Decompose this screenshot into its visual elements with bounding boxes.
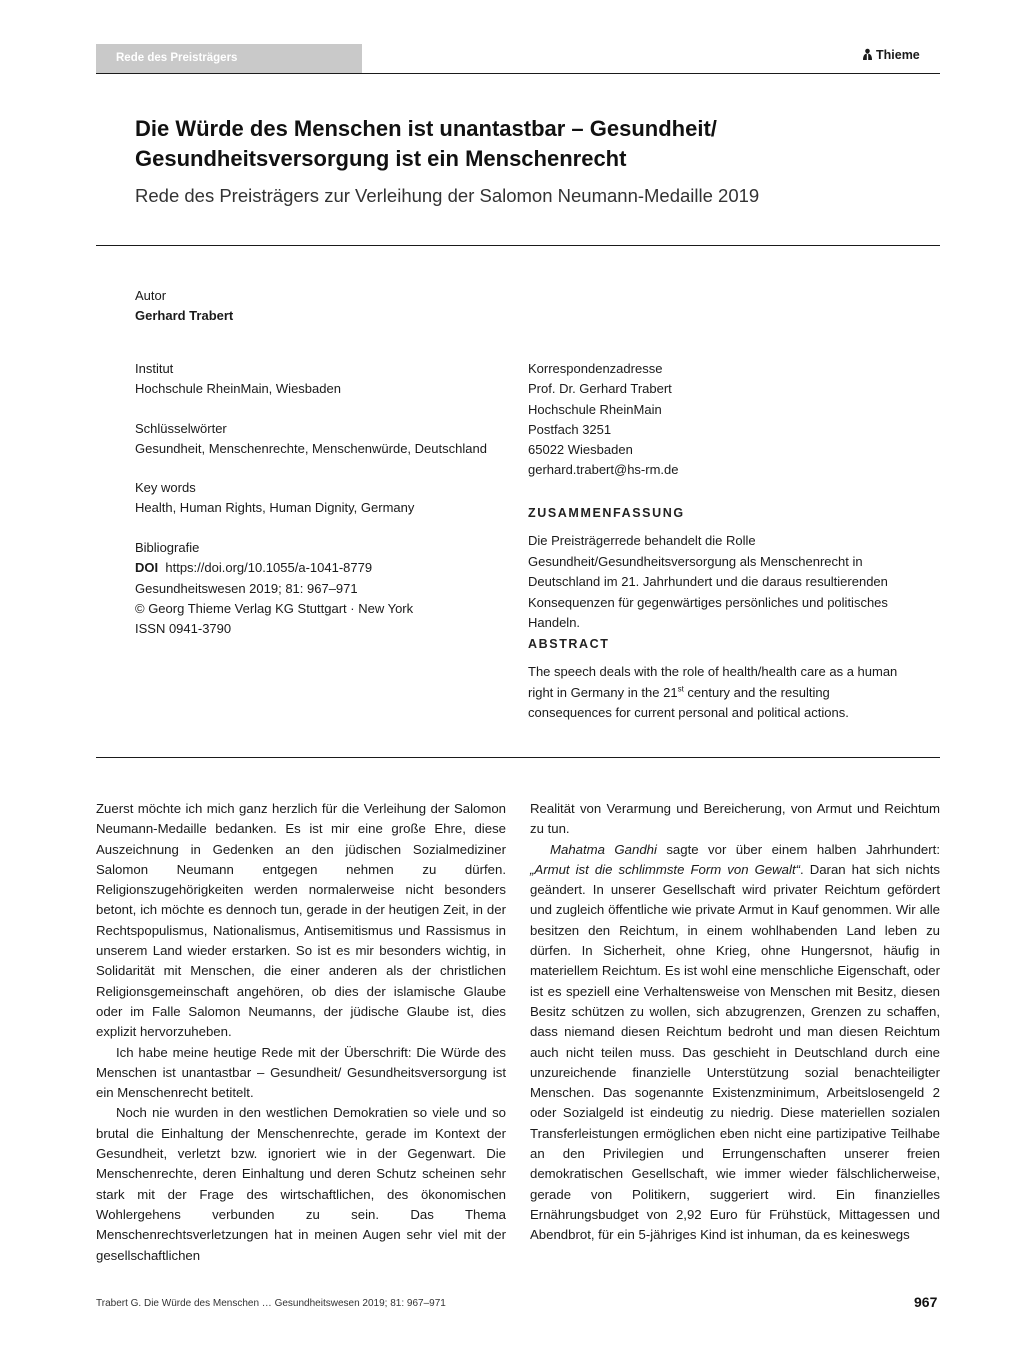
footer-citation: Trabert G. Die Würde des Menschen … Gesundheitswesen 2019; 81: 967–971 xyxy=(96,1298,446,1309)
quoted-person: Mahatma Gandhi xyxy=(550,841,657,857)
author-label: Autor xyxy=(135,288,167,303)
keywords-de-value: Gesundheit, Menschenrechte, Menschenwürde, Deutschland xyxy=(135,441,487,457)
bibliography-block xyxy=(135,538,525,639)
article-subtitle: Rede des Preisträgers zur Verleihung der Salomon Neumann-Medaille 2019 xyxy=(135,185,760,206)
keywords-en-block xyxy=(135,478,525,519)
correspondence-block xyxy=(528,359,908,481)
body-column-right xyxy=(530,799,940,1246)
correspondence-line: Prof. Dr. Gerhard Trabert xyxy=(528,381,672,397)
body-paragraph: Noch nie wurden in den westlichen Demokratien so viele und so brutal die Einhaltung der Menschenrechte, gerade im Kontext der Gesundheit, verletzt bzw. ignoriert wie in der Gegenwart. Die Menschenrechte, deren Einhaltung und deren Schutz scheinen sehr stark mit der Frage des wirtschaftlichen, des ökonomischen Wohlergehens verbunden zu sein. Das Thema Menschenrechtsverletzungen hat in meinen Augen sehr viel mit der gesellschaftlichen xyxy=(96,1105,506,1263)
correspondence-line: 65022 Wiesbaden xyxy=(528,442,633,458)
zusammenfassung-text: Die Preisträgerrede behandelt die Rolle Gesundheit/Gesundheitsversorgung als Menschenrecht in Deutschland im 21. Jahrhundert und die daraus resultierenden Konsequenzen für gegenwärtiges persönliches und politisches Handeln. xyxy=(528,533,888,630)
thieme-logo-icon xyxy=(862,48,873,62)
zusammenfassung-heading: ZUSAMMENFASSUNG xyxy=(528,506,685,520)
abstract-divider xyxy=(96,757,940,758)
bibliography-label: Bibliografie xyxy=(135,540,200,555)
article-title-line-1: Die Würde des Menschen ist unantastbar – Gesundheit/ xyxy=(135,116,717,141)
institute-label: Institut xyxy=(135,361,174,376)
issn-line: ISSN 0941-3790 xyxy=(135,621,232,637)
body-text-part: . Daran hat sich nichts geändert. In unserer Gesellschaft wird privater Reichtum gefördert und zugleich öffentliche wie private Armut in Kauf genommen. Wir alle besitzen den Reichtum, in einem wohlhabenden Land leben zu dürfen. In Sicherheit, ohne Krieg, ohne Hungersnot, häufig in materiellem Reichtum. Es ist wohl eine menschliche Eigenschaft, oder ist es speziell eine Verhaltensweise von Menschen mit Besitz, diesen Besitz schützen zu wollen, sich abzugrenzen, Grenzen zu schaffen, dass niemand diesen Reichtum bedroht und man diesen Reichtum auch nicht teilen muss. Das geschieht in Deutschland durch eine unzureichende finanzielle Unterstützung sozial benachteiligter Menschen. Das sogenannte Existenzminimum, Arbeitslosengeld 2 oder Sozialgeld ist eindeutig zu niedrig. Diese materiellen sozialen Transferleistungen ermöglichen eben nicht eine partizipative Teilhabe an den Privilegien und Errungenschaften unserer freien demokratischen Gesellschaft, wie immer wieder fälschlicherweise, gerade von Politikern, suggeriert wird. Ein finanzielles Ernährungsbudget von 2,92 Euro für Frühstück, Mittagessen und Abendbrot, für ein 5-jähriges Kind ist inhuman, da es keineswegs xyxy=(530,861,940,1243)
keywords-de-block xyxy=(135,419,525,460)
abstract-text-part: century and the resulting consequences for current personal and political actions. xyxy=(528,684,849,720)
correspondence-line: Hochschule RheinMain xyxy=(528,401,662,417)
body-text-part: sagte vor über einem halben Jahrhundert: xyxy=(656,841,940,857)
journal-citation: Gesundheitswesen 2019; 81: 967–971 xyxy=(135,580,358,596)
page-number: 967 xyxy=(914,1294,938,1310)
correspondence-line: Postfach 3251 xyxy=(528,421,612,437)
doi-link[interactable]: https://doi.org/10.1055/a-1041-8779 xyxy=(165,560,373,576)
abstract-superscript: st xyxy=(677,684,684,694)
abstract-heading: ABSTRACT xyxy=(528,637,610,651)
body-column-left xyxy=(96,799,506,1266)
institute-block xyxy=(135,359,525,400)
keywords-en-value: Health, Human Rights, Human Dignity, Germany xyxy=(135,500,415,516)
copyright-line: © Georg Thieme Verlag KG Stuttgart · New York xyxy=(135,600,414,616)
publisher-mark xyxy=(862,48,920,62)
body-paragraph: Zuerst möchte ich mich ganz herzlich für die Verleihung der Salomon Neumann-Medaille bedanken. Es ist mir eine große Ehre, diese Auszeichnung in Gedenken an den jüdischen Sozialmediziner Salomon Neumann entgegen nehmen zu dürfen. Religionszugehörigkeiten werden normalerweise nicht besonders betont, ich möchte es dennoch tun, gerade in der heutigen Zeit, in der Rechtspopulismus, Nationalismus, Antisemitismus und Rassismus in unserem Land wieder erstarken. So ist es mir besonders wichtig, in Solidarität mit Menschen, die einer anderen als der christlichen Religionsgemeinschaft angehören, ob dies der islamische Glaube oder im Falle Salomon Neumanns, der jüdische Glaube ist, dies explizit hervorzuheben. xyxy=(96,801,506,1040)
body-paragraph xyxy=(530,840,940,1246)
keywords-en-label: Key words xyxy=(135,480,196,495)
quotation: „Armut ist die schlimmste Form von Gewalt“ xyxy=(530,861,800,877)
abstract-text-part: The speech deals with the role of health/health care as a human right in Germany in the 21 xyxy=(528,664,898,700)
correspondence-label: Korrespondenzadresse xyxy=(528,361,663,376)
article-title xyxy=(135,114,895,174)
body-paragraph: Ich habe meine heutige Rede mit der Überschrift: Die Würde des Menschen ist unantastbar – Gesundheit/ Gesundheitsversorgung ist ein Menschenrecht betitelt. xyxy=(96,1044,506,1101)
header-divider xyxy=(96,73,940,74)
article-title-line-2: Gesundheitsversorgung ist ein Menschenrecht xyxy=(135,146,627,171)
abstract-text xyxy=(528,662,906,724)
author-name: Gerhard Trabert xyxy=(135,308,234,324)
body-paragraph: Realität von Verarmung und Bereicherung, von Armut und Reichtum zu tun. xyxy=(530,801,940,837)
doi-line xyxy=(135,558,525,578)
author-block xyxy=(135,286,515,327)
keywords-de-label: Schlüsselwörter xyxy=(135,421,227,436)
institute-value: Hochschule RheinMain, Wiesbaden xyxy=(135,381,341,397)
correspondence-email[interactable]: gerhard.trabert@hs-rm.de xyxy=(528,462,679,478)
publisher-name: Thieme xyxy=(876,48,920,62)
title-divider xyxy=(96,245,940,246)
section-label: Rede des Preisträgers xyxy=(96,44,362,73)
doi-label: DOI xyxy=(135,560,159,576)
